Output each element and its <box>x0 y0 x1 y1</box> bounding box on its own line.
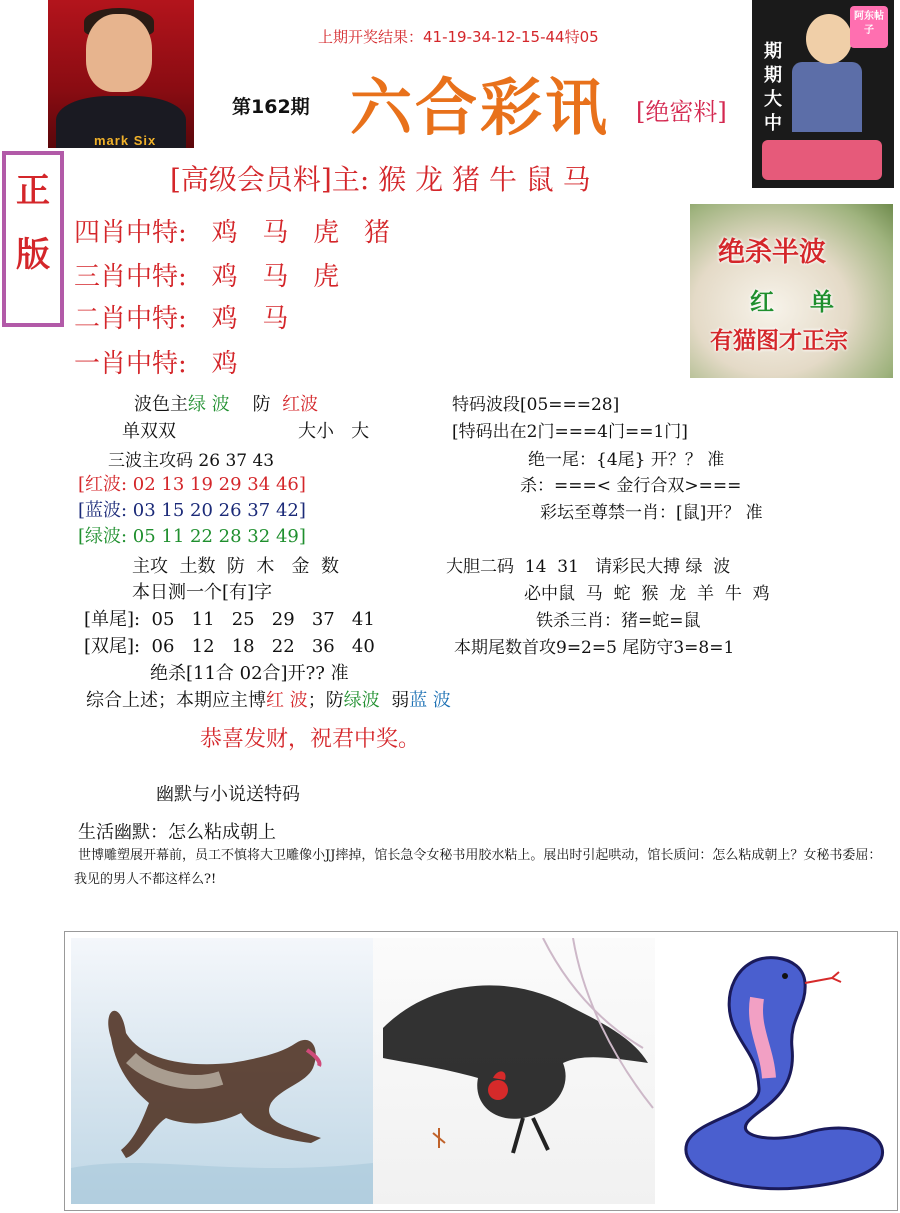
humor-subtitle: 生活幽默：怎么粘成朝上 <box>78 822 276 843</box>
issue-number: 第162期 <box>232 96 310 118</box>
dog-illustration <box>71 938 373 1204</box>
dog-painting <box>71 938 373 1204</box>
summary-prefix: 综合上述；本期应主博 <box>86 690 266 711</box>
pick-one-label: 一肖中特: <box>74 349 187 379</box>
wei-shu-line: 本期尾数首攻9=2=5 尾防守3=8=1 <box>454 638 735 658</box>
host-photo <box>48 0 194 148</box>
jue-sha-line: 绝杀[11合 02合]开?? 准 <box>150 663 349 684</box>
genuine-badge <box>2 151 64 327</box>
summary-red: 红 波 <box>266 690 308 711</box>
bi-zhong-line: 必中鼠 马 蛇 猴 龙 羊 牛 鸡 <box>524 584 770 604</box>
te-ma-bo-duan: 特码波段[05===28] <box>452 395 620 415</box>
cat-photo-line3: 有猫图才正宗 <box>710 327 848 354</box>
vip-line: [高级会员料]主: 猴 龙 猪 牛 鼠 马 <box>170 163 591 196</box>
cartoon-badge: 阿东帖子 <box>850 6 888 48</box>
wave-guard-prefix: 防 <box>252 394 271 415</box>
pick-four <box>74 212 390 249</box>
animal-gallery <box>64 931 898 1211</box>
summary-line <box>86 686 451 712</box>
zhu-gong-line: 主攻 土数 防 木 金 数 <box>132 556 339 577</box>
cai-tan-line: 彩坛至尊禁一肖：[鼠]开？ 准 <box>540 503 763 523</box>
cobra-drawing <box>657 938 893 1204</box>
cat-photo-line1: 绝杀半波 <box>718 237 826 268</box>
da-dan-line: 大胆二码 14 31 请彩民大搏 绿 波 <box>446 557 731 577</box>
genuine-char-1: 正 <box>16 171 50 211</box>
cat-photo-red: 红 <box>750 287 774 316</box>
cartoon-photo <box>752 0 894 188</box>
ben-ri-line: 本日测一个[有]字 <box>132 582 273 603</box>
page-title: 六合彩讯 <box>350 71 611 144</box>
wave-main-line <box>134 390 318 416</box>
summary-blue: 蓝 波 <box>409 690 451 711</box>
san-bo-codes: 三波主攻码 26 37 43 <box>108 451 275 471</box>
title-bracket: [绝密料] <box>636 98 727 126</box>
tie-sha-line: 铁杀三肖：猪=蛇=鼠 <box>536 611 701 631</box>
summary-mid: ；防 <box>307 690 344 711</box>
da-xiao: 大小 大 <box>298 421 370 442</box>
congrats-line: 恭喜发财，祝君中奖。 <box>200 727 421 752</box>
wave-guard-red: 红波 <box>282 394 319 415</box>
cartoon-caption: 期期大中 <box>764 41 782 134</box>
red-wave-numbers: [红波: 02 13 19 29 34 46] <box>78 474 306 495</box>
green-wave-numbers: [绿波: 05 11 22 28 32 49] <box>78 526 306 547</box>
pick-three <box>74 256 339 293</box>
pick-two <box>74 298 288 335</box>
summary-weak: 弱 <box>391 690 410 711</box>
wave-main-prefix: 波色主 <box>134 394 188 415</box>
wave-main-green: 绿 波 <box>188 394 230 415</box>
rooster-painting <box>373 938 655 1204</box>
blue-wave-numbers: [蓝波: 03 15 20 26 37 42] <box>78 500 306 521</box>
pick-one <box>74 343 238 380</box>
sha-line: 杀：===< 金行合双>=== <box>520 476 742 496</box>
pick-four-animals: 鸡 马 虎 猪 <box>211 218 390 248</box>
odd-tail-numbers: [单尾]: 05 11 25 29 37 41 <box>84 609 375 630</box>
jue-yi-wei: 绝一尾：{4尾} 开？？ 准 <box>528 450 725 470</box>
rooster-illustration <box>373 938 655 1204</box>
pick-three-label: 三肖中特: <box>74 262 187 292</box>
cobra-illustration <box>657 938 893 1204</box>
genuine-char-2: 版 <box>16 235 50 275</box>
humor-body: 世博雕塑展开幕前，员工不慎将大卫雕像小JJ摔掉，馆长急令女秘书用胶水粘上。展出时引起哄动，馆长质问：怎么粘成朝上？女秘书委屈：我见的男人不都这样么?! <box>74 848 882 887</box>
mark-six-logo: mark Six <box>94 133 157 148</box>
humor-title: 幽默与小说送特码 <box>156 784 300 805</box>
last-draw-result: 上期开奖结果：41-19-34-12-15-44特05 <box>318 28 599 46</box>
cartoon-head <box>806 14 852 64</box>
cartoon-body <box>792 62 862 132</box>
pick-two-animals: 鸡 马 <box>211 304 289 334</box>
dan-shuang: 单双双 <box>122 421 176 442</box>
photo-face <box>86 14 152 92</box>
cat-photo <box>690 204 893 378</box>
pick-two-label: 二肖中特: <box>74 304 187 334</box>
cat-photo-dan: 单 <box>810 287 834 316</box>
te-ma-chu: [特码出在2门===4门==1门] <box>452 422 688 442</box>
pick-four-label: 四肖中特: <box>74 218 187 248</box>
pick-one-animals: 鸡 <box>211 349 238 379</box>
even-tail-numbers: [双尾]: 06 12 18 22 36 40 <box>84 636 375 657</box>
pick-three-animals: 鸡 马 虎 <box>211 262 340 292</box>
summary-green: 绿波 <box>343 690 380 711</box>
cartoon-base <box>762 140 882 180</box>
